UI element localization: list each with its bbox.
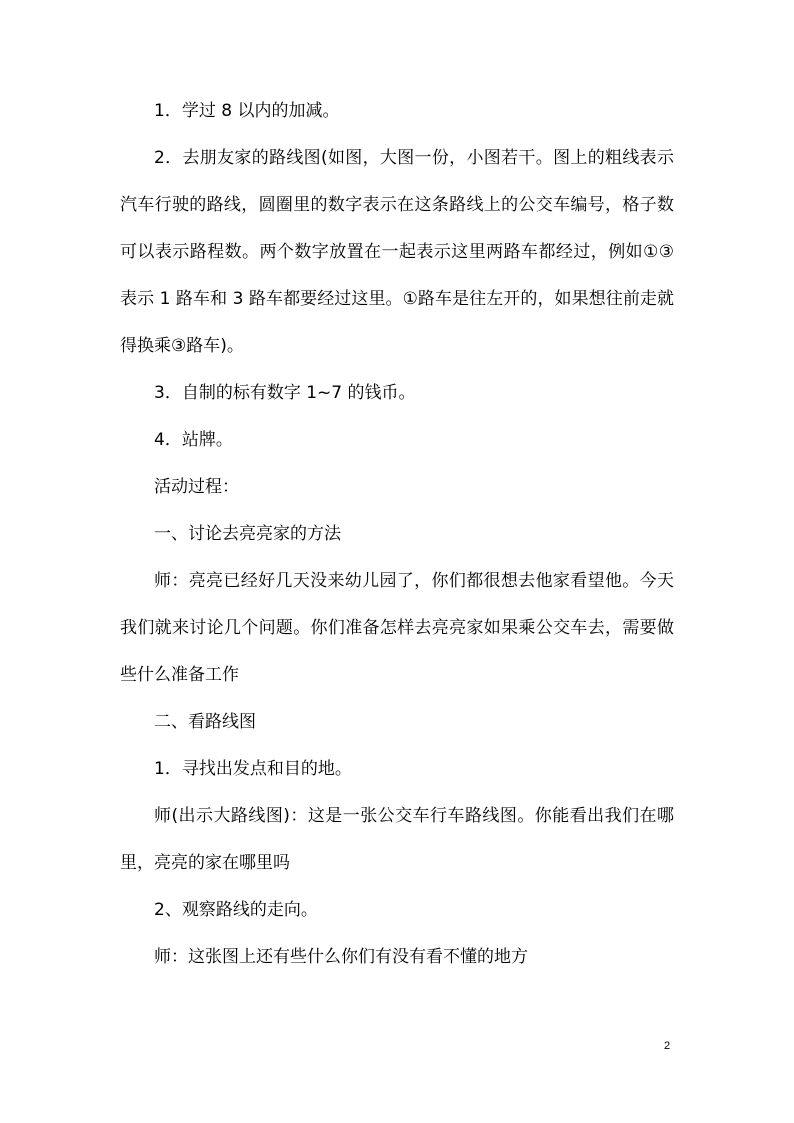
section-heading-route-map: 二、看路线图 xyxy=(154,712,256,732)
paragraph-materials-3: 3．自制的标有数字 1~7 的钱币。 xyxy=(154,383,416,403)
paragraph-materials-4: 4．站牌。 xyxy=(154,430,233,450)
page-number: 2 xyxy=(664,1040,671,1052)
paragraph-teacher-question: 师：这张图上还有些什么你们有没有看不懂的地方 xyxy=(154,947,528,967)
paragraph-step-find-points: 1．寻找出发点和目的地。 xyxy=(154,759,352,779)
document-body xyxy=(120,88,674,981)
paragraph-step-observe-route: 2、观察路线的走向。 xyxy=(154,900,318,920)
section-heading-discussion: 一、讨论去亮亮家的方法 xyxy=(154,524,341,544)
paragraph-materials-1: 1．学过 8 以内的加减。 xyxy=(154,101,340,121)
paragraph-teacher-discussion: 师：亮亮已经好几天没来幼儿园了，你们都很想去他家看望他。今天我们就来讨论几个问题。你们准备怎样去亮亮家如果乘公交车去，需要做些什么准备工作 xyxy=(120,571,674,685)
section-heading-process: 活动过程： xyxy=(154,477,239,497)
paragraph-materials-2: 2．去朋友家的路线图(如图，大图一份，小图若干。图上的粗线表示汽车行驶的路线，圆圈里的数字表示在这条路线上的公交车编号，格子数可以表示路程数。两个数字放置在一起表示这里两路车都经过，例如①③表示 1 路车和 3 路车都要经过这里。①路车是往左开的，如果想往前走就得换乘③路车)。 xyxy=(120,148,674,356)
paragraph-teacher-show-map: 师(出示大路线图)：这是一张公交车行车路线图。你能看出我们在哪里，亮亮的家在哪里吗 xyxy=(120,806,674,873)
